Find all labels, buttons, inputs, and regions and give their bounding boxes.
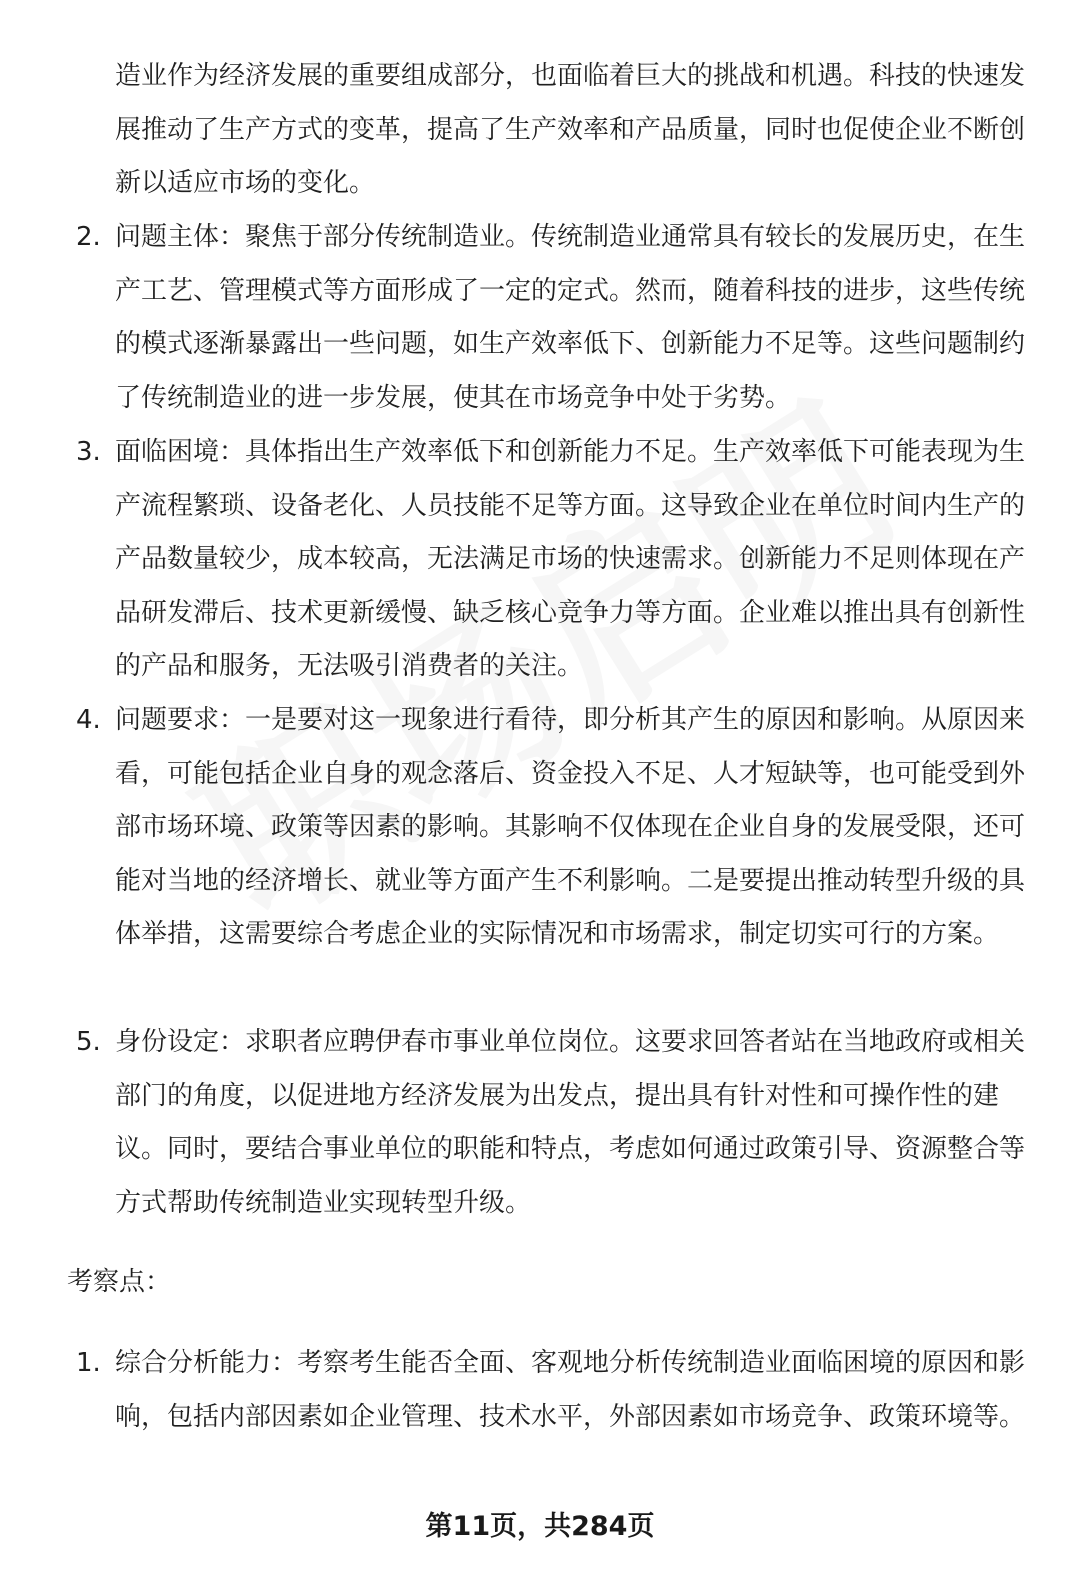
exam-points-heading: 考察点： [67,1267,172,1297]
page-footer: 第11页，共284页 [425,1511,655,1542]
list-number-3: 3. [76,437,101,467]
analysis-item-requirements: 问题要求：一是要对这一现象进行看待，即分析其产生的原因和影响。从原因来看，可能包括企业自身的观念落后、资金投入不足、人才短缺等，也可能受到外部市场环境、政策等因素的影响。其影响不仅体现在企业自身的发展受限，还可能对当地的经济增长、就业等方面产生不利影响。二是要提出推动转型升级的具体举措，这需要综合考虑企业的实际情况和市场需求，制定切实可行的方案。 [115,705,1026,949]
analysis-item-identity: 身份设定：求职者应聘伊春市事业单位岗位。这要求回答者站在当地政府或相关部门的角度，以促进地方经济发展为出发点，提出具有针对性和可操作性的建议。同时，要结合事业单位的职能和特点，考虑如何通过政策引导、资源整合等方式帮助传统制造业实现转型升级。 [115,1027,1026,1218]
list-number-2: 2. [76,222,101,252]
analysis-item-dilemma: 面临困境：具体指出生产效率低下和创新能力不足。生产效率低下可能表现为生产流程繁琐、设备老化、人员技能不足等方面。这导致企业在单位时间内生产的产品数量较少，成本较高，无法满足市场的快速需求。创新能力不足则体现在产品研发滞后、技术更新缓慢、缺乏核心竞争力等方面。企业难以推出具有创新性的产品和服务，无法吸引消费者的关注。 [115,437,1026,681]
list-number-5: 5. [76,1027,101,1057]
analysis-item-problem-subject: 问题主体：聚焦于部分传统制造业。传统制造业通常具有较长的发展历史，在生产工艺、管理模式等方面形成了一定的定式。然而，随着科技的进步，这些传统的模式逐渐暴露出一些问题，如生产效率低下、创新能力不足等。这些问题制约了传统制造业的进一步发展，使其在市场竞争中处于劣势。 [115,222,1026,413]
exam-point-analysis-ability: 综合分析能力：考察考生能否全面、客观地分析传统制造业面临困境的原因和影响，包括内部因素如企业管理、技术水平，外部因素如市场竞争、政策环境等。 [115,1348,1026,1432]
exam-point-number-1: 1. [76,1348,101,1378]
intro-continuation-paragraph: 造业作为经济发展的重要组成部分，也面临着巨大的挑战和机遇。科技的快速发展推动了生产方式的变革，提高了生产效率和产品质量，同时也促使企业不断创新以适应市场的变化。 [115,61,1026,198]
list-number-4: 4. [76,705,101,735]
